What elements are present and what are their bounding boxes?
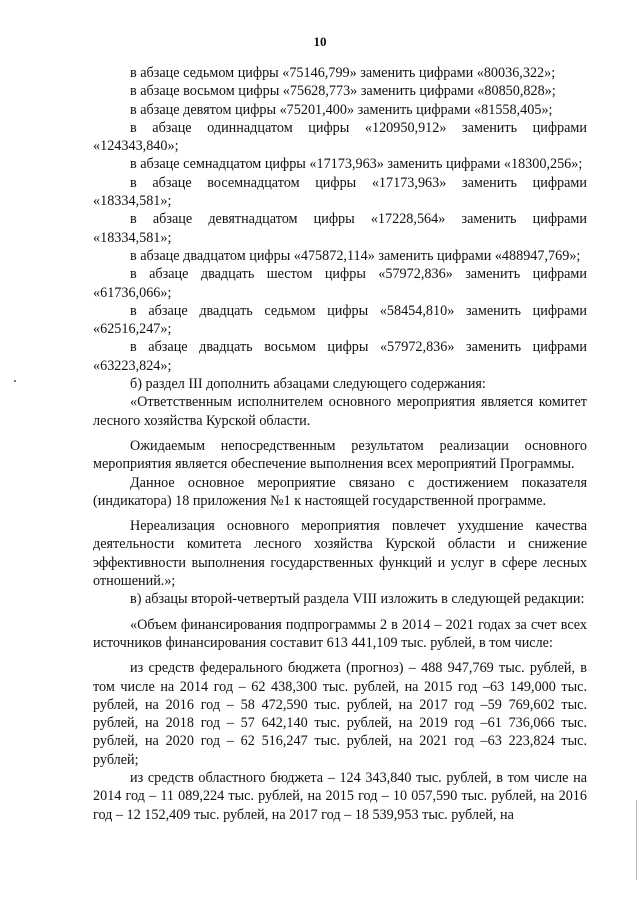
scan-mark [14, 380, 16, 382]
paragraph-6: в абзаце восемнадцатом цифры «17173,963» заменить цифрами «18334,581»; [93, 174, 587, 210]
page-number: 10 [313, 34, 327, 49]
paragraph-3: в абзаце девятом цифры «75201,400» заменить цифрами «81558,405»; [130, 101, 553, 118]
paragraph-14: Ожидаемым непосредственным результатом реализации основного мероприятия является обеспечение выполнения всех мероприятий Программы. [93, 437, 587, 473]
paragraph-16: Нереализация основного мероприятия повлечет ухудшение качества деятельности комитета лесного хозяйства Курской области и снижение эффективности выполнения государственных функций и услуг в сфере лесных отношений.»; [93, 518, 587, 590]
paragraph-8: в абзаце двадцатом цифры «475872,114» заменить цифрами «488947,769»; [130, 247, 581, 264]
paragraph-1: в абзаце седьмом цифры «75146,799» заменить цифрами «80036,322»; [130, 65, 556, 81]
paragraph-18: «Объем финансирования подпрограммы 2 в 2014 – 2021 годах за счет всех источников финансирования составит 613 441,109 тыс. рублей, в том числе: [93, 616, 587, 651]
paragraph-19: из средств федерального бюджета (прогноз) – 488 947,769 тыс. рублей, в том числе на 2014 год – 62 438,300 тыс. рублей, на 2015 год –63 149,000 тыс. рублей, на 2016 год – 58 472,590 тыс. рублей, на 2017 год –59 769,602 тыс. рублей, на 2018 год – 57 642,140 тыс. рублей, на 2019 год –61 736,066 тыс. рублей, на 2020 год – 62 516,247 тыс. рублей, на 2021 год –63 223,824 тыс. рублей; [93, 660, 587, 768]
paragraph-9: в абзаце двадцать шестом цифры «57972,836» заменить цифрами «61736,066»; [93, 266, 587, 301]
paragraph-2: в абзаце восьмом цифры «75628,773» заменить цифрами «80850,828»; [130, 83, 556, 100]
paragraph-5: в абзаце семнадцатом цифры «17173,963» заменить цифрами «18300,256»; [130, 156, 583, 173]
paragraph-15: Данное основное мероприятие связано с достижением показателя (индикатора) 18 приложения №1 к настоящей государственной программе. [93, 474, 587, 509]
paragraph-17: в) абзацы второй-четвертый раздела VIII изложить в следующей редакции: [130, 591, 585, 608]
document-body [93, 64, 587, 824]
paragraph-13: «Ответственным исполнителем основного мероприятия является комитет лесного хозяйства Курской области. [93, 394, 587, 429]
paragraph-11: в абзаце двадцать восьмом цифры «57972,836» заменить цифрами «63223,824»; [93, 339, 587, 374]
scan-edge-line [636, 800, 637, 880]
paragraph-7: в абзаце девятнадцатом цифры «17228,564» заменить цифрами «18334,581»; [93, 211, 587, 246]
paragraph-10: в абзаце двадцать седьмом цифры «58454,810» заменить цифрами «62516,247»; [93, 302, 587, 338]
paragraph-20: из средств областного бюджета – 124 343,840 тыс. рублей, в том числе на 2014 год – 11 089,224 тыс. рублей, на 2015 год – 10 057,590 тыс. рублей, на 2016 год – 12 152,409 тыс. рублей, на 2017 год – 18 539,953 тыс. рублей, на [93, 769, 587, 823]
paragraph-4: в абзаце одиннадцатом цифры «120950,912» заменить цифрами «124343,840»; [93, 119, 587, 155]
paragraph-12: б) раздел III дополнить абзацами следующего содержания: [130, 376, 486, 393]
